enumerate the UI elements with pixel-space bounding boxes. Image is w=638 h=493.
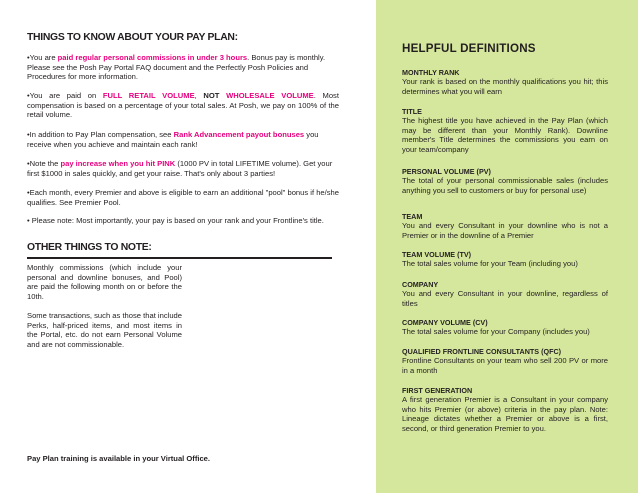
p4-post: (1000 PV in total LIFETIME volume). Get your first $1000 in sales quickly, and get your raise. That's only about 3 parties!	[27, 159, 333, 178]
training-note: Pay Plan training is available in your Virtual Office.	[27, 454, 211, 463]
p1-post: . Bonus pay is monthly. Please see the Posh Pay Portal FAQ document and the Perfectly Posh Policies and Procedures for more information.	[27, 53, 326, 82]
definition-team-volume	[402, 250, 608, 269]
paragraph-rank-note: • Please note: Most importantly, your pay is based on your rank and your Frontline's title.	[27, 216, 324, 225]
definition-monthly-rank	[402, 68, 608, 96]
p2-highlight-wholesale: WHOLESALE VOLUME	[226, 91, 314, 100]
definition-term: MONTHLY RANK	[402, 68, 460, 77]
definition-desc: Frontline Consultants on your team who sell 200 PV or more in a month	[402, 356, 608, 375]
definition-term: COMPANY VOLUME (CV)	[402, 318, 488, 327]
p2-highlight-retail: FULL RETAIL VOLUME	[102, 91, 195, 100]
definition-term: COMPANY	[402, 280, 439, 289]
definition-desc: You and every Consultant in your downline, regardless of titles	[402, 289, 608, 308]
other-things-heading: OTHER THINGS TO NOTE:	[27, 242, 152, 253]
p4-highlight: pay increase when you hit PINK	[60, 159, 176, 168]
p3-post: you receive when you achieve and maintain each rank!	[27, 130, 319, 149]
definition-first-generation	[402, 386, 608, 434]
paragraph-commissions	[27, 53, 339, 82]
definition-company	[402, 280, 608, 308]
paragraph-premier-pool: •Each month, every Premier and above is eligible to earn an additional "pool" bonus if he/she qualifies. See Premier Pool.	[27, 188, 339, 207]
p1-pre: •You are	[27, 53, 58, 62]
other-note-commissions: Monthly commissions (which include your personal and downline bonuses, and Pool) are paid the following month on or before the 10th.	[27, 263, 182, 301]
definition-personal-volume	[402, 167, 608, 195]
other-note-transactions: Some transactions, such as those that include Perks, half-priced items, and most items in the Portal, etc. do not earn Personal Volume and are not commissionable.	[27, 311, 182, 349]
definition-term: PERSONAL VOLUME (PV)	[402, 167, 491, 176]
p2-pre: •You are paid on	[27, 91, 103, 100]
definition-term: TEAM VOLUME (TV)	[402, 250, 472, 259]
paragraph-rank-advancement	[27, 130, 339, 149]
p1-highlight: paid regular personal commissions in under 3 hours	[57, 53, 248, 62]
section-divider	[27, 257, 332, 259]
definition-desc: The total sales volume for your Team (including you)	[402, 259, 578, 268]
definition-term: TITLE	[402, 107, 422, 116]
p3-highlight: Rank Advancement payout bonuses	[173, 130, 305, 139]
p3-pre: •In addition to Pay Plan compensation, see	[27, 130, 174, 139]
paragraph-pink-increase	[27, 159, 339, 178]
definition-company-volume	[402, 318, 608, 337]
definition-term: QUALIFIED FRONTLINE CONSULTANTS (QFC)	[402, 347, 562, 356]
definition-desc: The highest title you have achieved in the Pay Plan (which may be different than your Monthly Rank). Downline member's Title determines the commissions you earn on your team/company	[402, 116, 608, 155]
p4-pre: •Note the	[27, 159, 61, 168]
definition-desc: You and every Consultant in your downline who is not a Premier or in the downline of a Premier	[402, 221, 608, 240]
definition-desc: The total of your personal commissionable sales (includes anything you sell to customers or buy for personal use)	[402, 176, 608, 195]
definition-term: FIRST GENERATION	[402, 386, 473, 395]
paragraph-retail-volume	[27, 91, 339, 120]
definition-desc: A first generation Premier is a Consultant in your company who hits Premier (or above) criteria in the pay plan. Note: Lineage dictates whether a Premier or above is a first, second, or third generation Premier to you.	[402, 395, 608, 434]
definition-team	[402, 212, 608, 240]
pay-plan-heading: THINGS TO KNOW ABOUT YOUR PAY PLAN:	[27, 32, 238, 43]
p2-mid: ,	[194, 91, 204, 100]
definition-term: TEAM	[402, 212, 423, 221]
definition-desc: The total sales volume for your Company (includes you)	[402, 327, 590, 336]
definition-title	[402, 107, 608, 155]
definition-qfc	[402, 347, 608, 375]
definitions-heading: HELPFUL DEFINITIONS	[402, 42, 536, 55]
p2-not: NOT	[203, 91, 220, 100]
definition-desc: Your rank is based on the monthly qualifications you hit; this determines what you will earn	[402, 77, 608, 96]
p2-post: . Most compensation is based on a percentage of your total sales. At Posh, we pay on 100% of the retail volume.	[27, 91, 339, 120]
